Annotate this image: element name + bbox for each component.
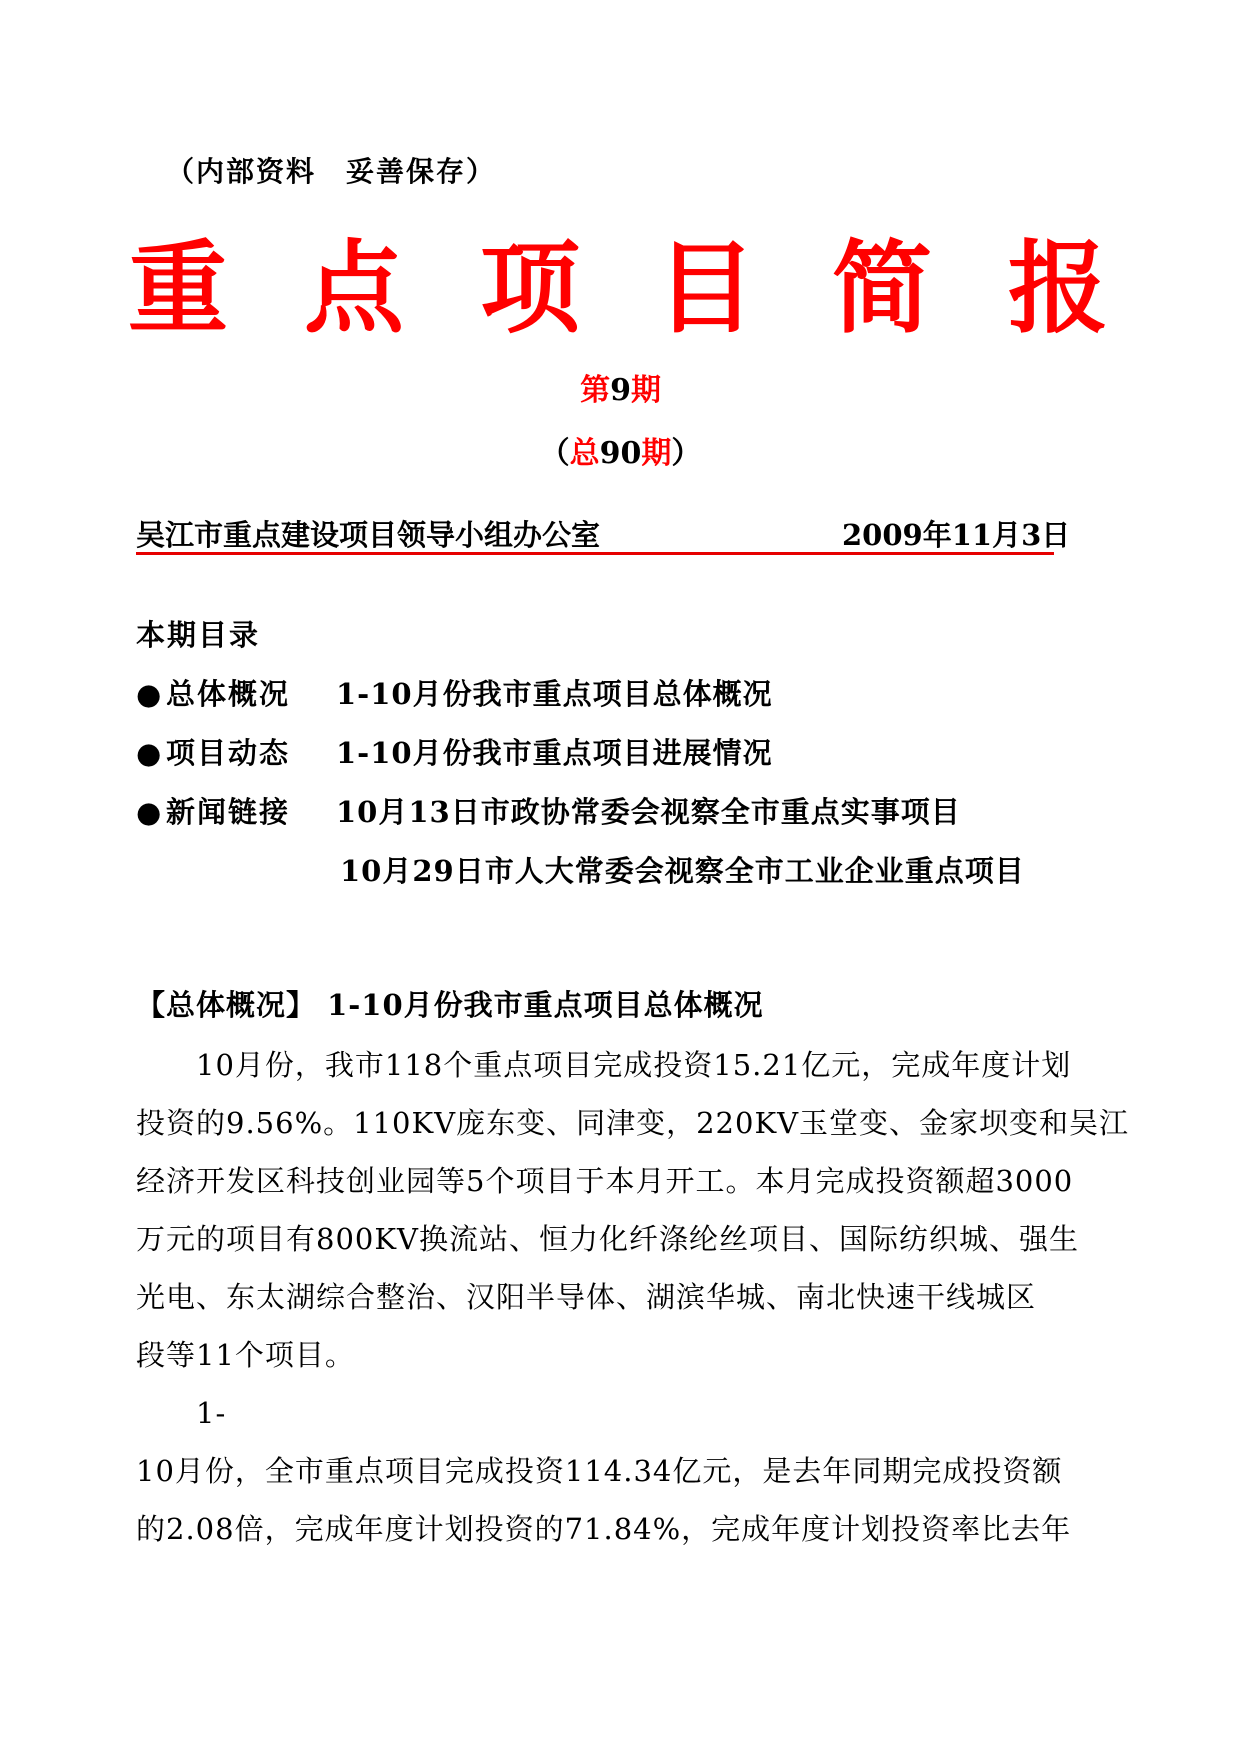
issue-number (0, 365, 1241, 409)
paragraph-ytd-summary (136, 1384, 1096, 1558)
paragraph-line: 光电、东太湖综合整治、汉阳半导体、湖滨华城、南北快速干线城区 (136, 1280, 1037, 1314)
section-heading: 【总体概况】 1-10月份我市重点项目总体概况 (136, 988, 764, 1022)
toc-item (136, 790, 961, 831)
title-char: 报 (1008, 229, 1108, 347)
toc-item (136, 731, 773, 772)
title-char: 简 (832, 229, 932, 347)
toc-item-title: 10月13日市政协常委会视察全市重点实事项目 (336, 795, 961, 829)
toc-item-title: 1-10月份我市重点项目进展情况 (336, 736, 773, 770)
toc-item (136, 672, 773, 713)
bullet-icon: ● (136, 736, 162, 770)
toc-item-title: 1-10月份我市重点项目总体概况 (336, 677, 773, 711)
confidential-note: （内部资料 妥善保存） (166, 155, 497, 188)
bulletin-title (128, 229, 1108, 347)
toc-item-category: 项目动态 (166, 736, 291, 770)
paragraph-october-summary (136, 1036, 1130, 1384)
issuing-office: 吴江市重点建设项目领导小组办公室 (136, 518, 601, 552)
total-close-paren: ） (671, 436, 702, 471)
title-char: 项 (480, 229, 580, 347)
paragraph-line: 段等11个项目。 (136, 1338, 355, 1372)
paragraph-line: 10月份，我市118个重点项目完成投资15.21亿元，完成年度计划 (196, 1048, 1072, 1082)
total-open-paren: （ (539, 436, 570, 471)
paragraph-line: 万元的项目有800KV换流站、恒力化纤涤纶丝项目、国际纺织城、强生 (136, 1222, 1079, 1256)
paragraph-line: 经济开发区科技创业园等5个项目于本月开工。本月完成投资额超3000 (136, 1164, 1074, 1198)
title-char: 点 (304, 229, 404, 347)
paragraph-line: 的2.08倍，完成年度计划投资的71.84%，完成年度计划投资率比去年 (136, 1512, 1072, 1546)
issue-suffix: 期 (630, 373, 661, 408)
paragraph-line: 1- (196, 1396, 227, 1430)
issue-number-value: 9 (610, 373, 631, 408)
issue-prefix: 第 (580, 373, 611, 408)
toc-item-title: 10月29日市人大常委会视察全市工业企业重点项目 (340, 854, 1025, 888)
title-char: 目 (656, 229, 756, 347)
bullet-icon: ● (136, 795, 162, 829)
paragraph-line: 投资的9.56%。110KV庞东变、同津变，220KV玉堂变、金家坝变和吴江 (136, 1106, 1130, 1140)
total-issue-number (0, 428, 1241, 472)
paragraph-line: 10月份，全市重点项目完成投资114.34亿元，是去年同期完成投资额 (136, 1454, 1063, 1488)
publication-date: 2009年11月3日 (842, 518, 1071, 552)
title-char: 重 (128, 229, 228, 347)
toc-heading: 本期目录 (136, 618, 261, 652)
total-suffix: 期 (641, 436, 672, 471)
total-prefix: 总 (569, 436, 600, 471)
total-number-value: 90 (599, 436, 642, 471)
header-divider (136, 552, 1054, 555)
toc-item-category: 总体概况 (166, 677, 291, 711)
bullet-icon: ● (136, 677, 162, 711)
toc-item-category: 新闻链接 (166, 795, 291, 829)
